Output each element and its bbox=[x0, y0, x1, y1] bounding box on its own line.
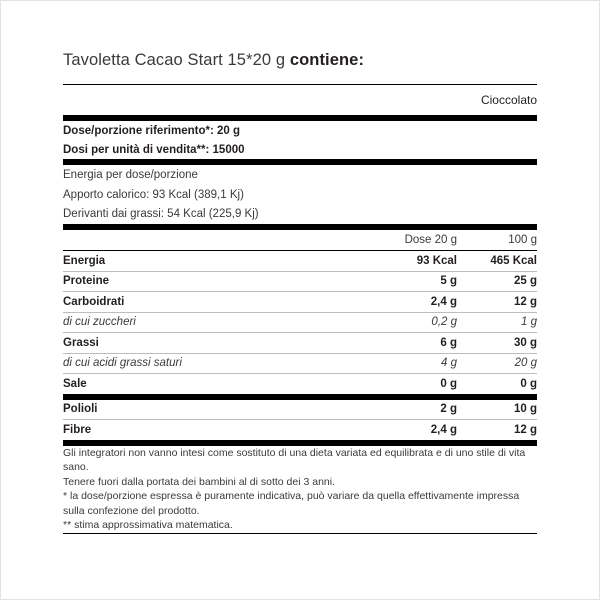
serving-size-text: Dose/porzione riferimento*: 20 g bbox=[63, 124, 241, 137]
nutrient-hundred-value: 20 g bbox=[514, 357, 537, 370]
table-row-energy-section-title bbox=[63, 165, 537, 185]
table-row-caloric-intake bbox=[63, 185, 537, 205]
caloric-intake-text: Apporto calorico: 93 Kcal (389,1 Kj) bbox=[63, 188, 244, 201]
table-row bbox=[63, 292, 537, 312]
nutrient-dose-value: 2,4 g bbox=[430, 295, 457, 308]
column-header-dose: Dose 20 g bbox=[404, 234, 457, 246]
contiene-label: contiene: bbox=[289, 51, 365, 69]
nutrient-hundred-value: 25 g bbox=[513, 275, 537, 288]
nutrient-hundred-value: 30 g bbox=[513, 336, 537, 349]
notes-block bbox=[63, 446, 537, 533]
table-row bbox=[63, 374, 537, 397]
nutrient-label: Carboidrati bbox=[63, 295, 125, 308]
energy-section-title: Energia per dose/porzione bbox=[63, 169, 198, 181]
nutrient-hundred-value: 12 g bbox=[513, 423, 537, 436]
table-row bbox=[63, 333, 537, 353]
servings-per-pack-text: Dosi per unità di vendita**: 15000 bbox=[63, 143, 245, 156]
nutrient-dose-value: 0,2 g bbox=[431, 316, 457, 329]
nutrition-table-panel bbox=[63, 84, 537, 534]
table-row-notes bbox=[63, 446, 537, 533]
table-row-servings-per-pack bbox=[63, 140, 537, 162]
nutrient-hundred-value: 0 g bbox=[520, 377, 537, 390]
nutrient-label: Sale bbox=[63, 377, 87, 390]
nutrient-label: Polioli bbox=[63, 403, 98, 416]
table-row bbox=[63, 400, 537, 420]
nutrient-label: Fibre bbox=[63, 423, 92, 436]
column-header-blank bbox=[63, 230, 349, 251]
nutrient-hundred-value: 465 Kcal bbox=[490, 254, 537, 267]
nutrient-dose-value: 2 g bbox=[440, 403, 457, 416]
table-row bbox=[63, 420, 537, 443]
nutrient-dose-value: 2,4 g bbox=[430, 423, 457, 436]
nutrient-label: di cui zuccheri bbox=[63, 316, 136, 329]
nutrient-dose-value: 6 g bbox=[440, 336, 457, 349]
table-row-column-headers bbox=[63, 230, 537, 251]
note-line-3: * la dose/porzione espressa è puramente indicativa, può variare da quella effettivamente impressa sulla confezione del prodotto. bbox=[63, 490, 520, 517]
table-row bbox=[63, 354, 537, 374]
nutrient-label: Grassi bbox=[63, 336, 99, 349]
calories-from-fat-text: Derivanti dai grassi: 54 Kcal (225,9 Kj) bbox=[63, 208, 259, 221]
nutrient-label: di cui acidi grassi saturi bbox=[63, 357, 182, 370]
table-row bbox=[63, 251, 537, 271]
note-line-1: Gli integratori non vanno intesi come sostituto di una dieta variata ed equilibrata e di uno stile di vita sano. bbox=[63, 446, 526, 473]
table-row-product-header bbox=[63, 85, 537, 118]
table-row-serving-size bbox=[63, 121, 537, 140]
product-title-text: Tavoletta Cacao Start 15*20 g bbox=[63, 51, 286, 69]
nutrient-dose-value: 4 g bbox=[441, 357, 457, 370]
nutrient-label: Proteine bbox=[63, 275, 110, 288]
nutrient-hundred-value: 10 g bbox=[513, 403, 537, 416]
product-column-header: Cioccolato bbox=[480, 93, 537, 107]
column-header-hundred: 100 g bbox=[508, 234, 537, 246]
nutrition-table bbox=[63, 85, 537, 533]
nutrient-dose-value: 0 g bbox=[440, 377, 457, 390]
nutrient-label: Energia bbox=[63, 254, 106, 267]
nutrient-hundred-value: 12 g bbox=[513, 295, 537, 308]
table-row-calories-from-fat bbox=[63, 205, 537, 228]
note-line-4: ** stima approssimativa matematica. bbox=[63, 519, 233, 531]
note-line-2: Tenere fuori dalla portata dei bambini al di sotto dei 3 anni. bbox=[63, 475, 336, 488]
table-row bbox=[63, 313, 537, 333]
table-row bbox=[63, 272, 537, 292]
empty-corner-cell bbox=[63, 85, 349, 118]
nutrient-hundred-value: 1 g bbox=[521, 316, 537, 329]
nutrient-dose-value: 5 g bbox=[440, 275, 457, 288]
nutrient-dose-value: 93 Kcal bbox=[416, 254, 457, 267]
page-title bbox=[1, 1, 599, 84]
